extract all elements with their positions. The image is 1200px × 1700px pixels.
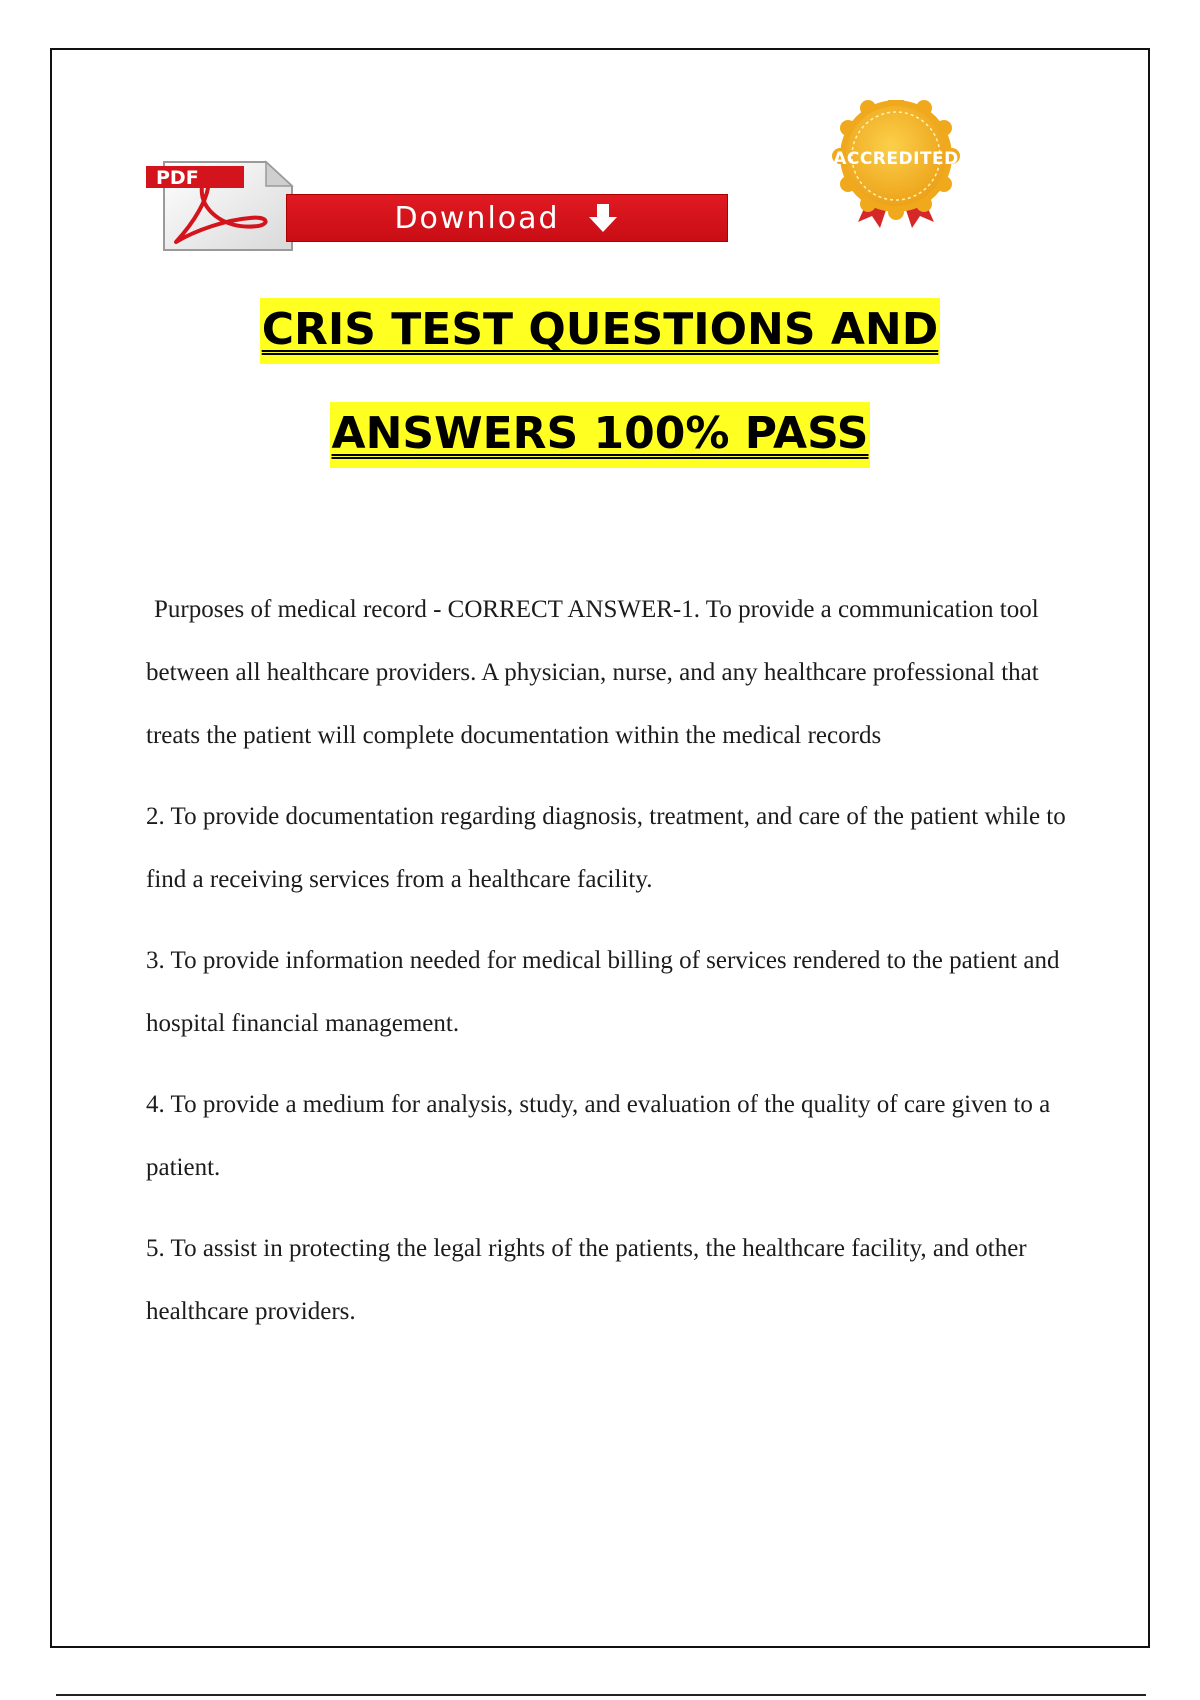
paragraph-5: 5. To assist in protecting the legal rights of the patients, the healthcare facility, and other healthcare providers. — [146, 1235, 1027, 1325]
paragraph-1: Purposes of medical record - CORRECT ANSWER-1. To provide a communication tool between all healthcare providers. A physician, nurse, and any healthcare professional that treats the patient will complete documentation within the medical records — [146, 596, 1039, 749]
paragraph-4: 4. To provide a medium for analysis, study, and evaluation of the quality of care given to a patient. — [146, 1091, 1051, 1181]
download-arrow-icon — [586, 202, 620, 234]
title-line-1-wrap — [0, 298, 1200, 364]
page-title-line-1: CRIS TEST QUESTIONS AND — [260, 298, 941, 364]
document-body — [146, 578, 1066, 1361]
paragraph-3: 3. To provide information needed for medical billing of services rendered to the patient and hospital financial management. — [146, 947, 1060, 1037]
accredited-seal-icon — [828, 100, 964, 232]
title-line-2-wrap — [0, 402, 1200, 468]
download-button[interactable] — [286, 194, 728, 242]
seal-label: ACCREDITED — [833, 149, 959, 169]
pdf-badge-text: PDF — [156, 167, 199, 189]
download-label: Download — [394, 200, 560, 236]
bottom-divider — [56, 1694, 1146, 1696]
pdf-file-icon — [146, 160, 294, 252]
page-title-line-2: ANSWERS 100% PASS — [330, 402, 871, 468]
paragraph-2: 2. To provide documentation regarding diagnosis, treatment, and care of the patient while to find a receiving services from a healthcare facility. — [146, 803, 1066, 893]
